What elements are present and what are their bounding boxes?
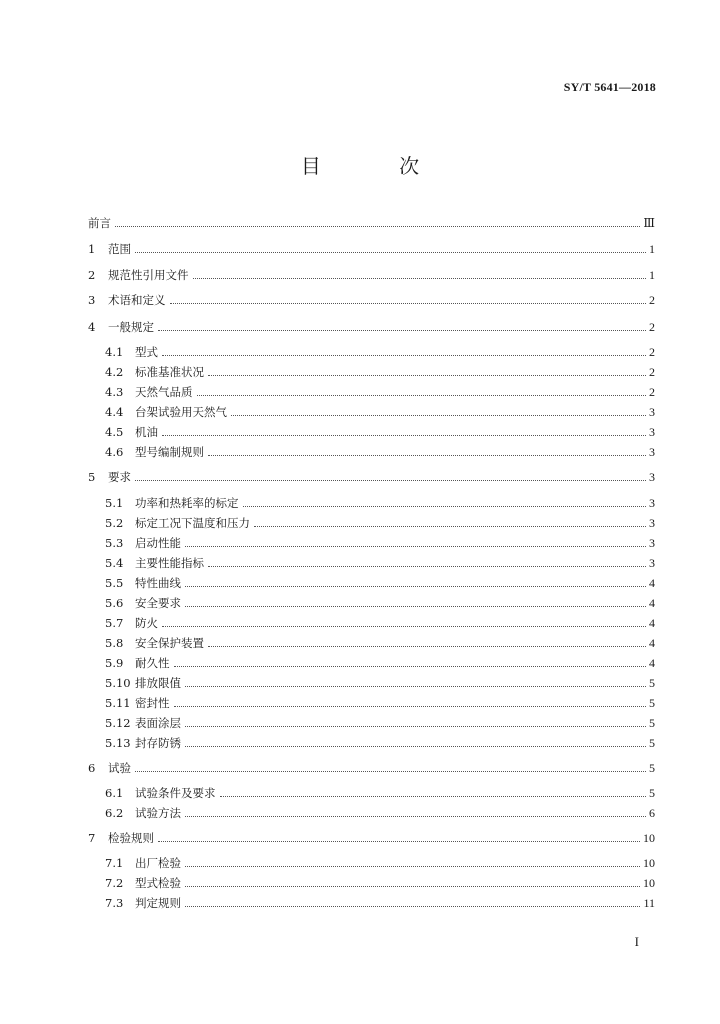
toc-entry[interactable] [105, 594, 655, 612]
toc-entry[interactable] [105, 574, 655, 592]
toc-entry-page: 4 [649, 656, 655, 670]
dot-leader [185, 546, 646, 547]
toc-entry-number: 5.6 [105, 596, 124, 610]
dot-leader [158, 841, 640, 842]
toc-entry-label: 机油 [135, 425, 158, 439]
toc-entry-page: 2 [649, 365, 655, 379]
toc-entry[interactable] [105, 654, 655, 672]
dot-leader [185, 816, 646, 817]
toc-entry-page: 10 [643, 856, 655, 870]
toc-entry[interactable] [105, 894, 655, 912]
toc-entry-number: 2 [88, 268, 96, 282]
dot-leader [170, 303, 647, 304]
dot-leader [185, 906, 640, 907]
toc-entry-page: 2 [649, 385, 655, 399]
toc-entry-number: 5.3 [105, 536, 124, 550]
toc-entry-page: 3 [649, 405, 655, 419]
toc-entry-number: 7.2 [105, 876, 124, 890]
dot-leader [185, 586, 646, 587]
dot-leader [158, 330, 646, 331]
toc-entry-page: 3 [649, 470, 655, 484]
toc-entry-number: 5.13 [105, 736, 131, 750]
dot-leader [115, 226, 640, 227]
toc-entry-label: 标准基准状况 [135, 365, 204, 379]
toc-entry[interactable] [88, 829, 655, 847]
toc-entry-label: 安全保护装置 [135, 636, 204, 650]
toc-entry[interactable] [105, 403, 655, 421]
dot-leader [135, 252, 646, 253]
toc-entry-number: 5.11 [105, 696, 131, 710]
dot-leader [135, 480, 646, 481]
toc-entry-label: 试验条件及要求 [135, 786, 216, 800]
toc-entry-page: 5 [649, 786, 655, 800]
toc-entry[interactable] [105, 443, 655, 461]
toc-entry[interactable] [105, 784, 655, 802]
toc-entry-number: 5.2 [105, 516, 124, 530]
toc-entry-number: 1 [88, 242, 96, 256]
toc-entry[interactable] [105, 383, 655, 401]
toc-entry-page: 3 [649, 445, 655, 459]
toc-entry[interactable] [88, 318, 655, 336]
toc-entry-page: 3 [649, 425, 655, 439]
toc-entry-label: 主要性能指标 [135, 556, 204, 570]
toc-entry-label: 试验方法 [135, 806, 181, 820]
toc-entry-page: 3 [649, 556, 655, 570]
dot-leader [185, 686, 646, 687]
toc-entry-page: 1 [649, 268, 655, 282]
standard-code: SY/T 5641—2018 [563, 80, 656, 94]
dot-leader [208, 646, 646, 647]
toc-entry-label: 型式检验 [135, 876, 181, 890]
toc-entry-page: 5 [649, 696, 655, 710]
dot-leader [193, 278, 647, 279]
toc-entry-page: 5 [649, 761, 655, 775]
toc-entry-label: 安全要求 [135, 596, 181, 610]
toc-entry-number: 6.1 [105, 786, 124, 800]
toc-entry-page: 6 [649, 806, 655, 820]
toc-entry[interactable] [105, 714, 655, 732]
toc-entry-label: 封存防锈 [135, 736, 181, 750]
toc-entry-number: 4.5 [105, 425, 124, 439]
toc-entry-page: 2 [649, 293, 655, 307]
toc-entry-page: 4 [649, 576, 655, 590]
toc-entry-label: 范围 [108, 242, 131, 256]
toc-entry-number: 5.1 [105, 496, 124, 510]
toc-entry[interactable] [88, 468, 655, 486]
toc-title: 目 次 [300, 154, 456, 178]
toc-entry[interactable] [88, 214, 655, 232]
toc-entry-label: 术语和定义 [108, 293, 166, 307]
dot-leader [197, 395, 647, 396]
dot-leader [208, 375, 646, 376]
dot-leader [185, 606, 646, 607]
toc-entry-page: 4 [649, 596, 655, 610]
toc-entry-number: 5.8 [105, 636, 124, 650]
toc-entry-number: 5.10 [105, 676, 131, 690]
toc-entry-number: 6.2 [105, 806, 124, 820]
toc-entry-number: 4 [88, 320, 96, 334]
toc-entry-label: 防火 [135, 616, 158, 630]
dot-leader [174, 666, 647, 667]
toc-entry[interactable] [88, 291, 655, 309]
toc-entry-label: 规范性引用文件 [108, 268, 189, 282]
dot-leader [208, 455, 646, 456]
toc-entry-number: 4.6 [105, 445, 124, 459]
toc-entry-page: 4 [649, 616, 655, 630]
dot-leader [208, 566, 646, 567]
toc-entry-page: 5 [649, 676, 655, 690]
toc-entry[interactable] [88, 266, 655, 284]
dot-leader [243, 506, 647, 507]
toc-entry-label: 排放限值 [135, 676, 181, 690]
toc-entry-page: 10 [643, 876, 655, 890]
toc-entry[interactable] [105, 694, 655, 712]
toc-entry-label: 要求 [108, 470, 131, 484]
toc-entry-number: 6 [88, 761, 96, 775]
dot-leader [162, 435, 646, 436]
toc-entry-number: 7.1 [105, 856, 124, 870]
toc-entry-number: 7 [88, 831, 96, 845]
dot-leader [220, 796, 647, 797]
toc-entry[interactable] [105, 514, 655, 532]
toc-entry[interactable] [105, 534, 655, 552]
toc-entry-page: 11 [643, 896, 655, 910]
toc-entry[interactable] [105, 494, 655, 512]
toc-entry-label: 一般规定 [108, 320, 154, 334]
toc-entry-number: 4.4 [105, 405, 124, 419]
toc-entry[interactable] [105, 343, 655, 361]
dot-leader [185, 886, 640, 887]
toc-entry-number: 4.1 [105, 345, 124, 359]
dot-leader [185, 866, 640, 867]
toc-entry-page: 2 [649, 320, 655, 334]
toc-entry-label: 检验规则 [108, 831, 154, 845]
dot-leader [174, 706, 647, 707]
toc-entry-label: 功率和热耗率的标定 [135, 496, 239, 510]
toc-entry-page: 3 [649, 536, 655, 550]
dot-leader [162, 355, 646, 356]
page-number: I [634, 934, 639, 949]
toc-entry-label: 前言 [88, 216, 111, 230]
toc-entry-page: Ⅲ [643, 216, 655, 230]
toc-entry-number: 4.3 [105, 385, 124, 399]
toc-entry[interactable] [88, 240, 655, 258]
toc-entry-number: 5 [88, 470, 96, 484]
toc-entry-number: 3 [88, 293, 96, 307]
toc-entry[interactable] [105, 804, 655, 822]
toc-entry-page: 2 [649, 345, 655, 359]
toc-entry[interactable] [105, 734, 655, 752]
toc-entry-label: 台架试验用天然气 [135, 405, 227, 419]
toc-entry-label: 耐久性 [135, 656, 170, 670]
toc-entry-number: 7.3 [105, 896, 124, 910]
toc-entry-page: 1 [649, 242, 655, 256]
toc-entry[interactable] [88, 759, 655, 777]
toc-entry-label: 试验 [108, 761, 131, 775]
toc-entry-label: 出厂检验 [135, 856, 181, 870]
dot-leader [162, 626, 646, 627]
toc-entry[interactable] [105, 634, 655, 652]
toc-entry-number: 4.2 [105, 365, 124, 379]
toc-entry-page: 10 [643, 831, 655, 845]
toc-entry-page: 3 [649, 496, 655, 510]
toc-entry-number: 5.7 [105, 616, 124, 630]
toc-entry-label: 型式 [135, 345, 158, 359]
toc-entry-label: 天然气品质 [135, 385, 193, 399]
toc-entry-number: 5.4 [105, 556, 124, 570]
dot-leader [231, 415, 646, 416]
toc-entry-label: 特性曲线 [135, 576, 181, 590]
toc-entry[interactable] [105, 614, 655, 632]
toc-entry-label: 型号编制规则 [135, 445, 204, 459]
dot-leader [185, 726, 646, 727]
toc-entry[interactable] [105, 874, 655, 892]
toc-entry-label: 密封性 [135, 696, 170, 710]
toc-entry-page: 5 [649, 716, 655, 730]
dot-leader [254, 526, 646, 527]
dot-leader [185, 746, 646, 747]
toc-entry[interactable] [105, 363, 655, 381]
toc-entry-label: 判定规则 [135, 896, 181, 910]
toc-entry-number: 5.9 [105, 656, 124, 670]
toc-entry[interactable] [105, 423, 655, 441]
toc-entry-number: 5.5 [105, 576, 124, 590]
toc-entry-page: 5 [649, 736, 655, 750]
dot-leader [135, 771, 646, 772]
toc-entry[interactable] [105, 854, 655, 872]
toc-entry[interactable] [105, 674, 655, 692]
toc-entry[interactable] [105, 554, 655, 572]
toc-entry-label: 启动性能 [135, 536, 181, 550]
toc-entry-page: 4 [649, 636, 655, 650]
toc-entry-label: 标定工况下温度和压力 [135, 516, 250, 530]
toc-entry-label: 表面涂层 [135, 716, 181, 730]
toc-entry-number: 5.12 [105, 716, 131, 730]
toc-entry-page: 3 [649, 516, 655, 530]
